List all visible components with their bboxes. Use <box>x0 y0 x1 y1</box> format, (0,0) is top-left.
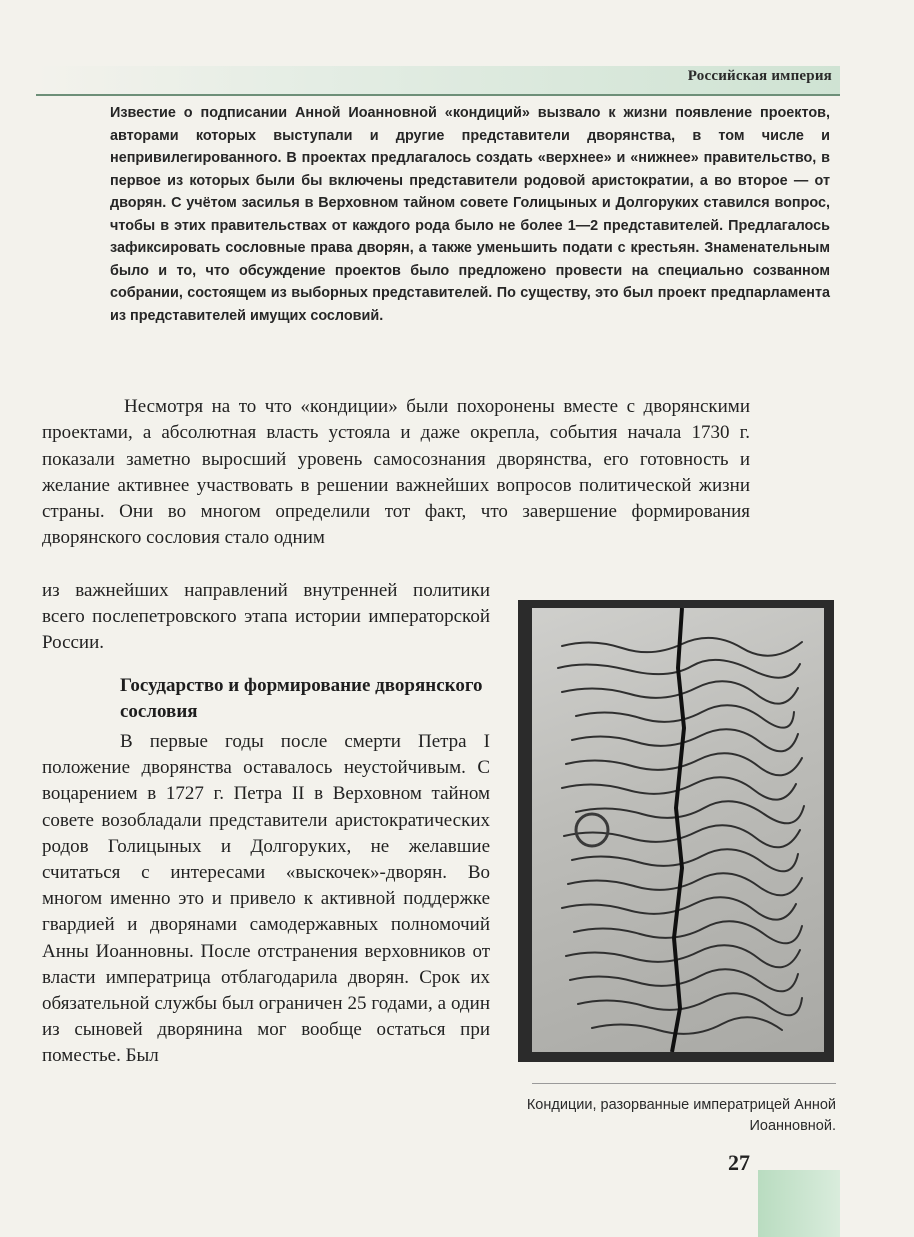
header-rule <box>36 94 840 96</box>
page-edge-strip <box>758 1170 840 1237</box>
body-paragraph-2: В первые годы после смерти Петра I положение дворянства оставалось неустойчивым. С воцарением в 1727 г. Петра II в Верховном тайном совете возобладали представители аристократических родов Голицыных и Долгоруких, не желавшие считаться с интересами «выскочек»-дворян. Во многом именно это и привело к активной поддержке гвардией и дворянами самодержавных полномочий Анны Иоанновны. После отстранения верховников от власти императрица отблагодарила дворян. Срок их обязательной службы был ограничен 25 годами, а один из сыновей дворянина мог вообще остаться при поместье. Был <box>42 731 490 1067</box>
manuscript-page <box>532 608 824 1052</box>
section-heading: Государство и формирование дворянского сословия <box>120 675 483 722</box>
page-number: 27 <box>728 1150 750 1175</box>
manuscript-scribbles <box>532 608 824 1052</box>
body-paragraph-1-continued: из важнейших направлений внутренней политики всего послепетровского этапа истории императорской России. <box>42 580 490 654</box>
highlight-box-text: Известие о подписании Анной Иоанновной «кондиций» вызвало к жизни появление проектов, авторами которых выступали и другие представители дворянства, в том числе и непривилегированного. В проектах предлагалось создать «верхнее» и «нижнее» правительство, в первое из которых были бы включены представители родовой аристократии, а во второе — от дворян. С учётом засилья в Верховном тайном совете Голицыных и Долгоруких ставился вопрос, чтобы в этих правительствах от каждого рода было не более 1—2 представителей. Предлагалось зафиксировать сословные права дворян, а также уменьшить подати с крестьян. Знаменательным было и то, что обсуждение проектов было предложено провести на специально созванном собрании, состоящем из выборных представителей. По существу, это был проект предпарламента из представителей имущих сословий. <box>110 105 830 324</box>
figure-caption: Кондиции, разорванные императрицей Анной Иоанновной. <box>526 1097 836 1134</box>
running-head: Российская империя <box>687 68 832 84</box>
body-paragraph-1: Несмотря на то что «кондиции» были похоронены вместе с дворянскими проектами, а абсолютная власть устояла и даже окрепла, события начала 1730 г. показали заметно выросший уровень самосознания дворянства, его готовность и желание активнее участвовать в решении важнейших вопросов политической жизни страны. Они во многом определили тот факт, что завершение формирования дворянского сословия стало одним <box>42 396 750 549</box>
manuscript-photo <box>518 600 834 1062</box>
caption-rule <box>532 1083 836 1084</box>
